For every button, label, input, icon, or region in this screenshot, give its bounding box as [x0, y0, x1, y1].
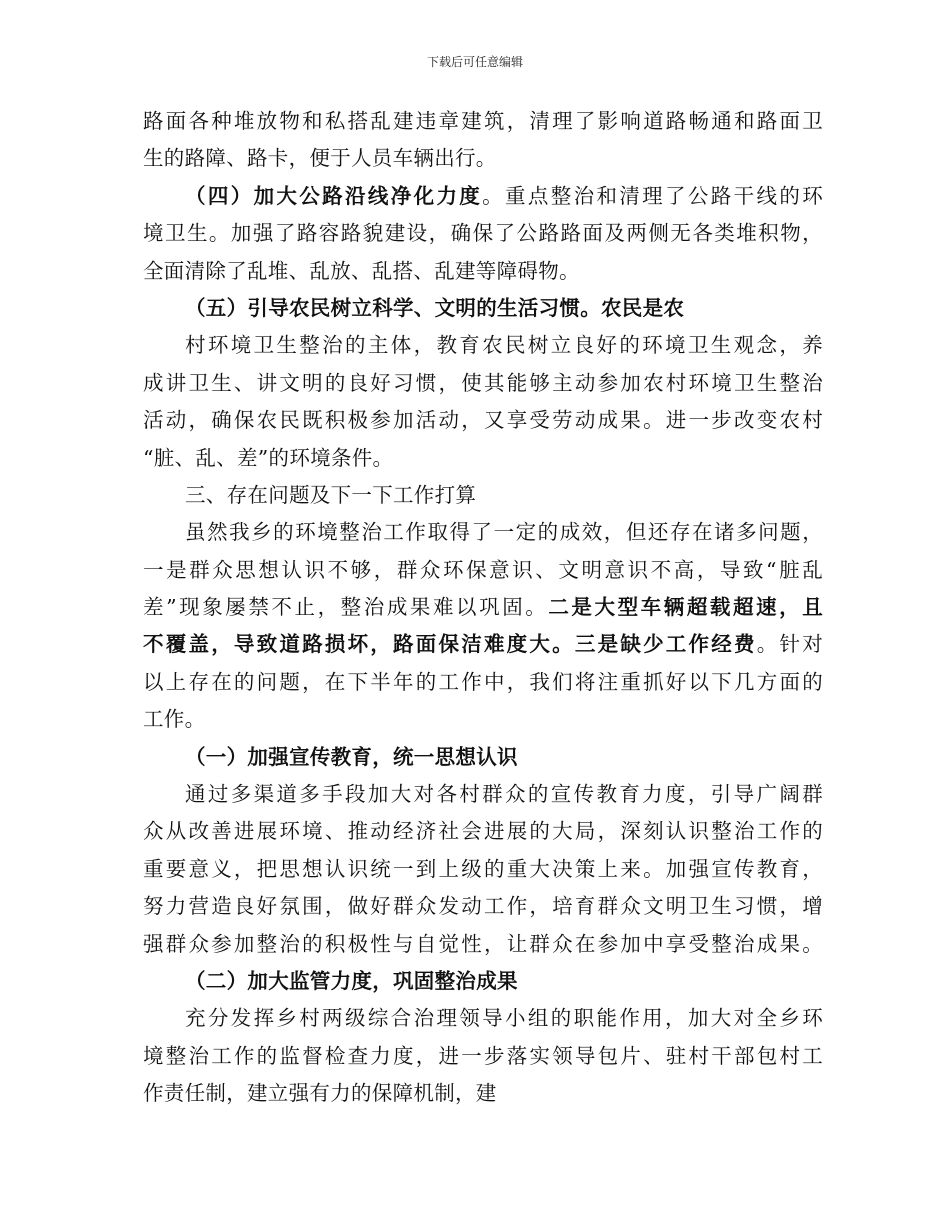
text-segment: 众从改善进展环境、推动经济社会进展的大局，深刻认识整治工作的: [143, 819, 823, 844]
text-segment: 一是群众思想认识不够，群众环保意识、文明意识不高，导致“脏乱: [143, 557, 823, 582]
bold-text: （五）引导农民树立科学、文明的生活习惯。农民是农: [185, 295, 685, 320]
text-line: [143, 440, 823, 477]
text-line: [143, 701, 823, 738]
text-segment: 差”现象屡禁不止，整治成果难以巩固。: [143, 595, 549, 620]
text-line: [143, 290, 823, 327]
text-line: [143, 888, 823, 925]
bold-text: 不覆盖，导致道路损坏，路面保洁难度大。三是缺少工作经费: [143, 632, 757, 657]
text-line: [143, 776, 823, 813]
text-line: [143, 664, 823, 701]
text-line: [143, 626, 823, 663]
text-line: [143, 215, 823, 252]
bold-text: （一）加强宣传教育，统一思想认识: [185, 744, 518, 769]
text-line: [143, 253, 823, 290]
text-line: [143, 178, 823, 215]
text-segment: 境卫生。加强了路容路貌建设，确保了公路路面及两侧无各类堆积物，: [143, 221, 823, 246]
text-segment: 重要意义，把思想认识统一到上级的重大决策上来。加强宣传教育，: [143, 856, 823, 881]
text-segment: 。重点整治和清理了公路干线的环: [482, 183, 823, 208]
text-line: [143, 963, 823, 1000]
bold-text: （二）加大监管力度，巩固整治成果: [185, 968, 518, 993]
text-segment: 路面各种堆放物和私搭乱建违章建筑，清理了影响道路畅通和路面卫: [143, 109, 823, 133]
text-segment: 虽然我乡的环境整治工作取得了一定的成效，但还存在诸多问题，: [185, 520, 823, 545]
text-segment: 努力营造良好氛围，做好群众发动工作，培育群众文明卫生习惯，增: [143, 894, 823, 919]
text-segment: 三、存在问题及下一下工作打算: [185, 482, 477, 507]
text-segment: 工作。: [143, 707, 206, 732]
body-text: [143, 103, 823, 1113]
text-line: [143, 813, 823, 850]
text-segment: 强群众参加整治的积极性与自觉性，让群众在参加中享受整治成果。: [143, 931, 823, 956]
text-line: [143, 1075, 823, 1112]
text-line: [143, 739, 823, 776]
text-line: [143, 589, 823, 626]
text-segment: 作责任制，建立强有力的保障机制，建: [143, 1081, 497, 1106]
text-line: [143, 552, 823, 589]
text-line: [143, 103, 823, 140]
text-line: [143, 477, 823, 514]
text-line: [143, 851, 823, 888]
text-line: [143, 926, 823, 963]
text-line: [143, 402, 823, 439]
bold-text: 二是大型车辆超载超速，且: [548, 595, 823, 620]
text-line: [143, 514, 823, 551]
text-line: [143, 327, 823, 364]
text-segment: 充分发挥乡村两级综合治理领导小组的职能作用，加大对全乡环: [185, 1006, 823, 1031]
text-segment: 以上存在的问题，在下半年的工作中，我们将注重抓好以下几方面的: [143, 669, 823, 694]
bold-text: （四）加大公路沿线净化力度: [185, 183, 483, 208]
text-segment: “脏、乱、差”的环境条件。: [143, 445, 394, 470]
text-line: [143, 1038, 823, 1075]
text-segment: 。针对: [756, 632, 823, 657]
page-header: 下载后可任意编辑: [426, 55, 523, 69]
text-line: [143, 1000, 823, 1037]
text-segment: 全面清除了乱堆、乱放、乱搭、乱建等障碍物。: [143, 258, 580, 283]
text-segment: 通过多渠道多手段加大对各村群众的宣传教育力度，引导广阔群: [185, 782, 823, 807]
text-segment: 成讲卫生、讲文明的良好习惯，使其能够主动参加农村环境卫生整治: [143, 370, 823, 395]
text-segment: 活动，确保农民既积极参加活动，又享受劳动成果。进一步改变农村: [143, 408, 823, 433]
text-segment: 村环境卫生整治的主体，教育农民树立良好的环境卫生观念，养: [185, 333, 823, 358]
text-line: [143, 365, 823, 402]
text-segment: 生的路障、路卡，便于人员车辆出行。: [143, 146, 497, 171]
text-line: [143, 140, 823, 177]
text-segment: 境整治工作的监督检查力度，进一步落实领导包片、驻村干部包村工: [143, 1043, 823, 1068]
